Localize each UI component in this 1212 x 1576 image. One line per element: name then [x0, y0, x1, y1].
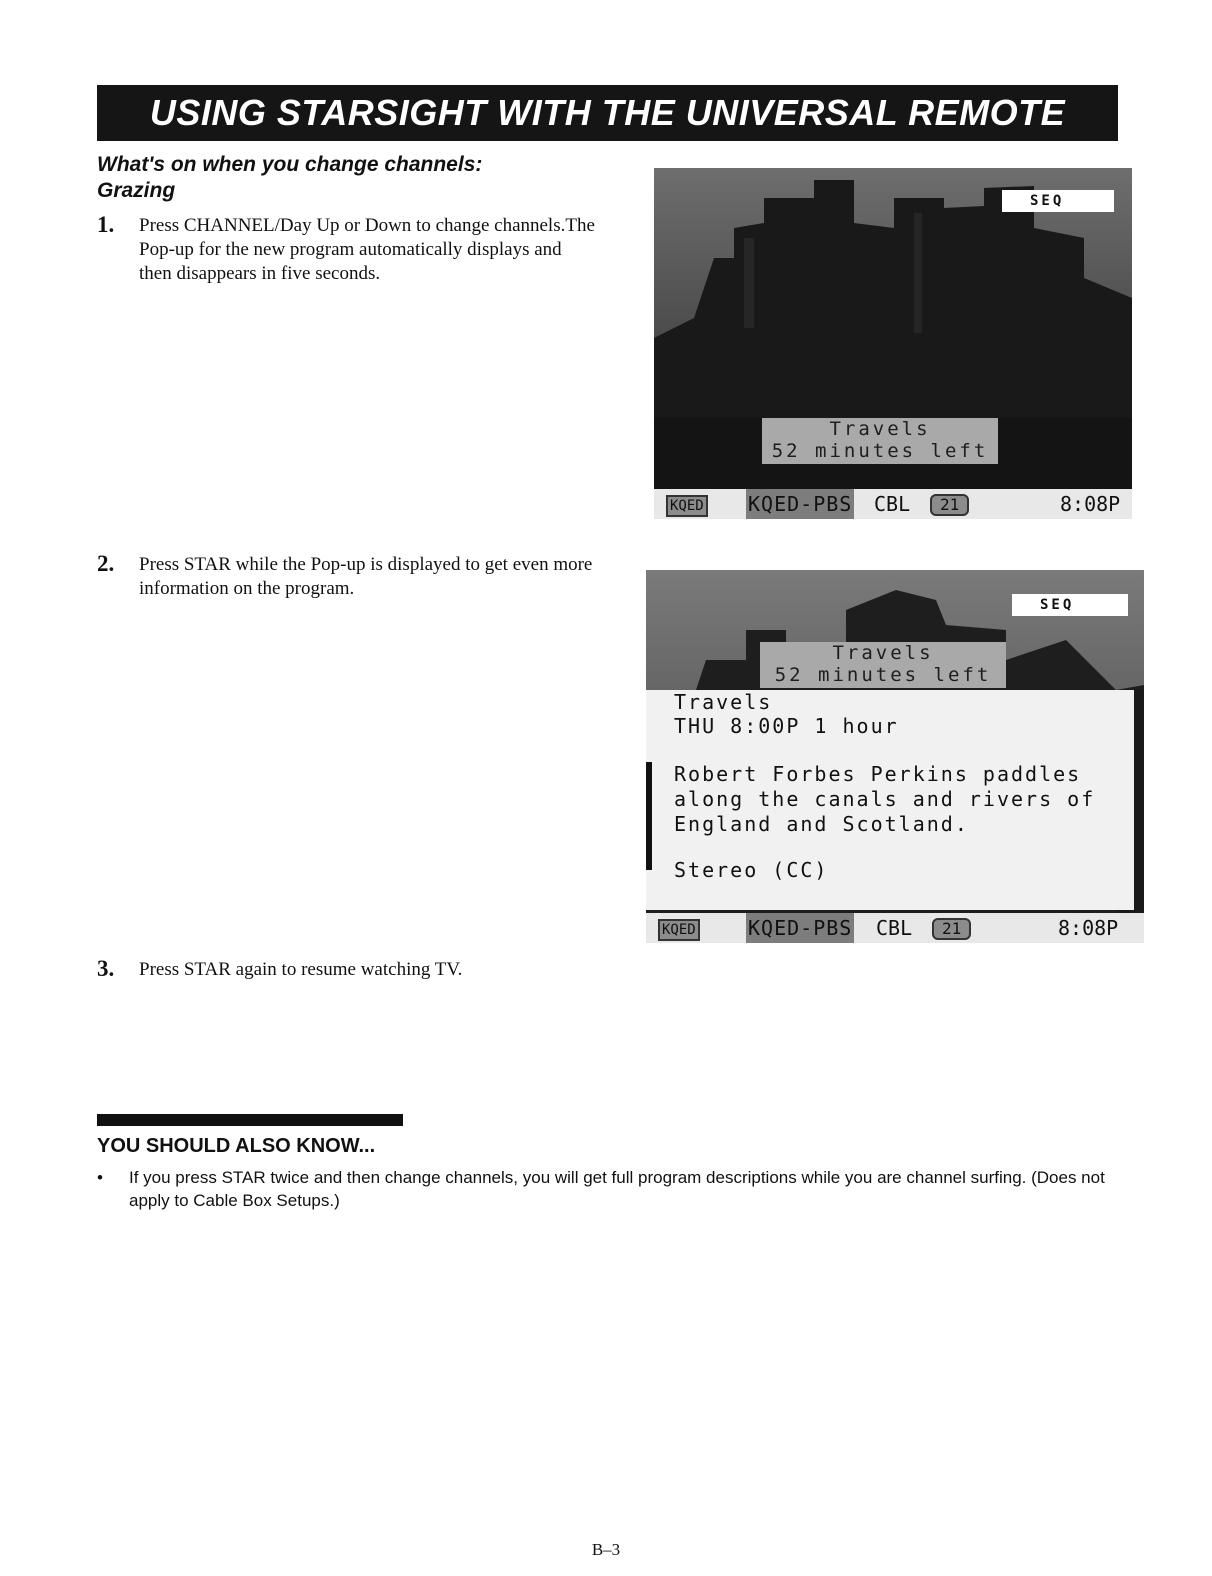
section-title-line1: What's on when you change channels:: [97, 153, 483, 176]
step-number: 1.: [97, 212, 115, 237]
network-name: KQED-PBS: [746, 489, 854, 519]
page-banner-title: USING STARSIGHT WITH THE UNIVERSAL REMOTE: [97, 85, 1118, 141]
source-label: CBL: [876, 916, 913, 940]
info-accent-bar: [646, 762, 652, 870]
source-label: CBL: [874, 492, 911, 516]
station-logo: KQED: [658, 919, 700, 941]
step-number: 3.: [97, 956, 115, 981]
channel-number: 21: [932, 918, 971, 940]
channel-number: 21: [930, 494, 969, 516]
program-popup: [762, 418, 998, 464]
bullet-icon: •: [97, 1168, 103, 1187]
seq-indicator: SEQ: [1002, 190, 1114, 212]
also-know-text: If you press STAR twice and then change channels, you will get full program descriptions while you are channel surfing. (Does not apply to Cable Box Setups.): [129, 1168, 1105, 1210]
popup-time-left: 52 minutes left: [771, 440, 989, 462]
step-number: 2.: [97, 551, 115, 576]
tv-screen-info: [646, 570, 1144, 943]
step-text: Press STAR while the Pop-up is displayed to get even more information on the program.: [139, 554, 593, 599]
info-audio: Stereo (CC): [674, 858, 829, 882]
network-name: KQED-PBS: [746, 913, 854, 943]
step-text: Press CHANNEL/Day Up or Down to change channels.The Pop-up for the new program automatically displays and then disappears in five seconds.: [139, 215, 595, 284]
info-schedule: THU 8:00P 1 hour: [674, 714, 899, 738]
channel-status-bar: [654, 489, 1132, 519]
channel-status-bar: [646, 913, 1144, 943]
program-info-panel: [646, 690, 1134, 910]
section-divider: [97, 1114, 403, 1126]
section-title-line2: Grazing: [97, 179, 176, 202]
info-title: Travels: [674, 690, 773, 714]
castle-scene-image: [654, 168, 1132, 519]
clock-time: 8:08P: [1058, 916, 1119, 940]
info-description: Robert Forbes Perkins paddles along the canals and rivers of England and Scotland.: [674, 762, 1096, 836]
popup-time-left: 52 minutes left: [774, 664, 992, 686]
clock-time: 8:08P: [1060, 492, 1121, 516]
section-title: [97, 152, 617, 204]
also-know-title: YOU SHOULD ALSO KNOW...: [97, 1135, 376, 1157]
station-logo: KQED: [666, 495, 708, 517]
tv-screen-popup: [654, 168, 1132, 519]
step-text: Press STAR again to resume watching TV.: [139, 959, 463, 980]
seq-indicator: SEQ: [1012, 594, 1128, 616]
page-number: B–3: [591, 1540, 621, 1559]
program-popup: [760, 642, 1006, 688]
popup-title: Travels: [832, 642, 934, 664]
popup-title: Travels: [829, 418, 931, 440]
